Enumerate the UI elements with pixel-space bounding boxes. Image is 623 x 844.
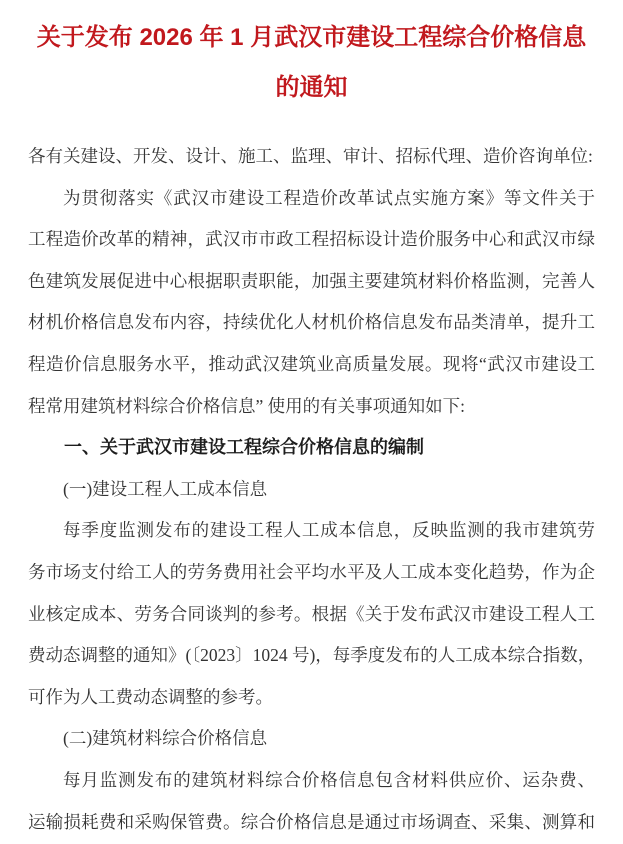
subsection-1-1-heading: (一)建设工程人工成本信息: [63, 478, 268, 499]
notice-title-line-2: 的通知: [275, 74, 348, 101]
subsection-1-2-heading: (二)建筑材料综合价格信息: [63, 728, 268, 749]
material-price-line-1: 每月监测发布的建筑材料综合价格信息包含材料供应价、运杂费、: [63, 769, 595, 790]
intro-line-3: 色建筑发展促进中心根据职责职能，加强主要建筑材料价格监测，完善人: [28, 270, 595, 291]
labor-cost-line-2: 务市场支付给工人的劳务费用社会平均水平及人工成本变化趋势，作为企: [28, 561, 595, 582]
notice-title: [28, 13, 595, 113]
intro-line-4: 材机价格信息发布内容，持续优化人材机价格信息发布品类清单，提升工: [28, 312, 595, 333]
notice-body: [28, 136, 595, 843]
notice-title-line-1: 关于发布 2026 年 1 月武汉市建设工程综合价格信息: [36, 24, 587, 51]
labor-cost-line-4: 费动态调整的通知》(〔2023〕1024 号)，每季度发布的人工成本综合指数，: [28, 645, 596, 666]
material-price-line-2: 运输损耗费和采购保管费。综合价格信息是通过市场调查、采集、测算和: [28, 811, 595, 832]
intro-line-5: 程造价信息服务水平，推动武汉建筑业高质量发展。现将“武汉市建设工: [28, 353, 595, 374]
intro-line-6: 程常用建筑材料综合价格信息” 使用的有关事项通知如下:: [28, 395, 466, 416]
labor-cost-line-3: 业核定成本、劳务合同谈判的参考。根据《关于发布武汉市建设工程人工: [28, 603, 595, 624]
salutation-line: 各有关建设、开发、设计、施工、监理、审计、招标代理、造价咨询单位:: [28, 146, 593, 166]
intro-line-1: 为贯彻落实《武汉市建设工程造价改革试点实施方案》等文件关于: [63, 187, 595, 208]
section-1-heading: 一、关于武汉市建设工程综合价格信息的编制: [64, 437, 424, 458]
intro-line-2: 工程造价改革的精神，武汉市市政工程招标设计造价服务中心和武汉市绿: [28, 229, 595, 250]
labor-cost-line-1: 每季度监测发布的建设工程人工成本信息，反映监测的我市建筑劳: [63, 520, 595, 541]
labor-cost-line-5: 可作为人工费动态调整的参考。: [28, 686, 273, 707]
